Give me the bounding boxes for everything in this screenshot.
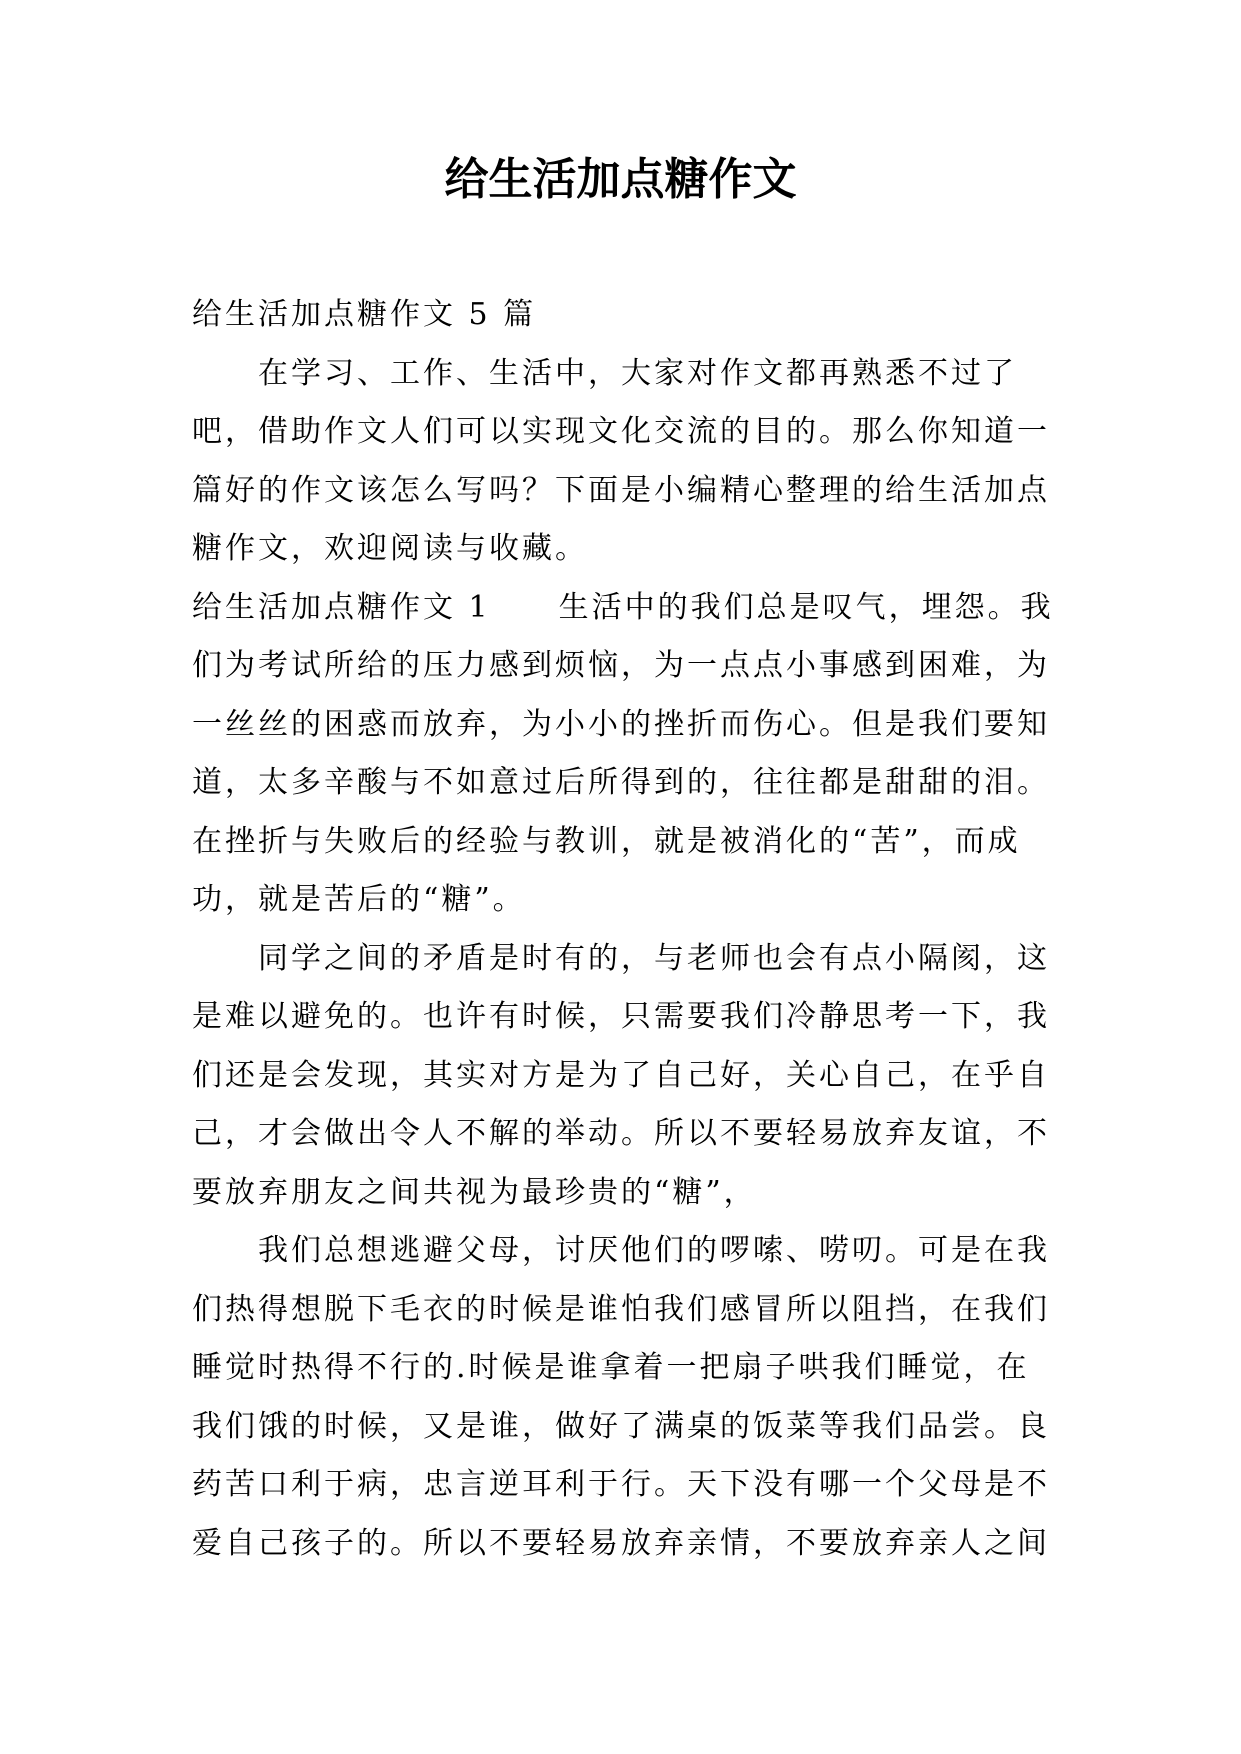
document-title: 给生活加点糖作文: [444, 154, 797, 205]
essay-1-first-paragraph: [192, 579, 1062, 930]
essay-1-paragraph-3: 我们总想逃避父母，讨厌他们的啰嗦、唠叨。可是在我们热得想脱下毛衣的时候是谁怕我们感冒所以阻挡，在我们睡觉时热得不行的.时候是谁拿着一把扇子哄我们睡觉，在我们饿的时候，又是谁，做好了满桌的饭菜等我们品尝。良药苦口利于病，忠言逆耳利于行。天下没有哪一个父母是不爱自己孩子的。所以不要轻易放弃亲情，不要放弃亲人之间: [192, 1233, 1050, 1561]
essay-1-paragraph-2: 同学之间的矛盾是时有的，与老师也会有点小隔阂，这是难以避免的。也许有时候，只需要我们冷静思考一下，我们还是会发现，其实对方是为了自己好，关心自己，在乎自己，才会做出令人不解的举动。所以不要轻易放弃友谊，不要放弃朋友之间共视为最珍贵的“糖”，: [192, 940, 1050, 1210]
intro-paragraph: 在学习、工作、生活中，大家对作文都再熟悉不过了吧，借助作文人们可以实现文化交流的目的。那么你知道一篇好的作文该怎么写吗？下面是小编精心整理的给生活加点糖作文，欢迎阅读与收藏。: [192, 355, 1050, 566]
document-body: [192, 286, 1062, 1573]
essay-1-paragraph-1: 生活中的我们总是叹气，埋怨。我们为考试所给的压力感到烦恼，为一点点小事感到困难，为一丝丝的困惑而放弃，为小小的挫折而伤心。但是我们要知道，太多辛酸与不如意过后所得到的，往往都是甜甜的泪。在挫折与失败后的经验与教训，就是被消化的“苦”，而成功，就是苦后的“糖”。: [192, 589, 1054, 917]
essay-1-heading: 给生活加点糖作文 1: [192, 589, 491, 625]
document-subtitle: 给生活加点糖作文 5 篇: [192, 297, 537, 332]
